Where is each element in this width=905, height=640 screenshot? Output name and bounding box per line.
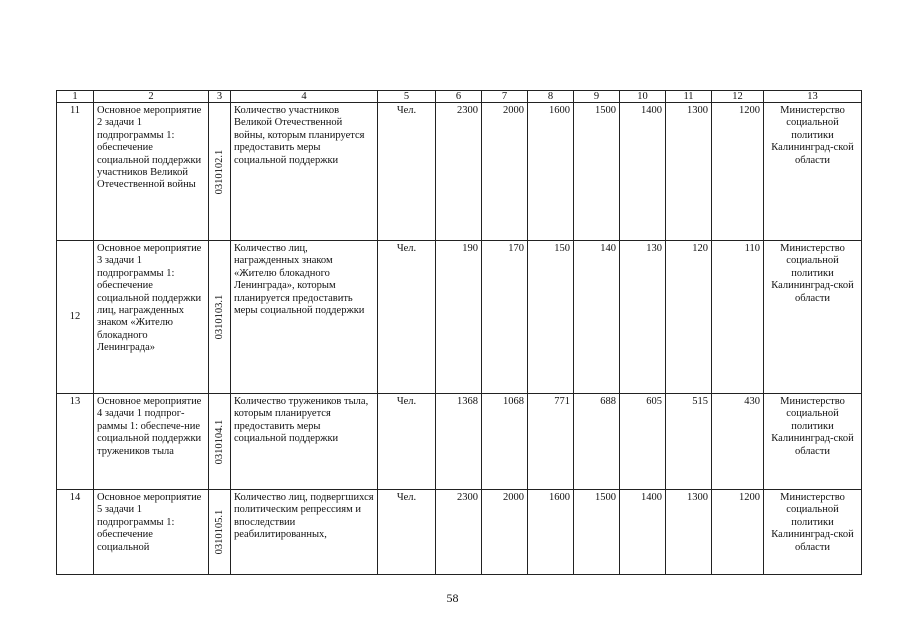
header-cell: 13 bbox=[764, 91, 862, 103]
unit-cell: Чел. bbox=[378, 490, 436, 575]
value-cell: 190 bbox=[436, 241, 482, 394]
responsible-cell: Министерство социальной политики Калининград-ской области bbox=[764, 394, 862, 490]
data-table bbox=[56, 90, 862, 575]
responsible-cell: Министерство социальной политики Калининград-ской области bbox=[764, 490, 862, 575]
row-number: 13 bbox=[57, 394, 94, 490]
unit-cell: Чел. bbox=[378, 394, 436, 490]
value-cell: 2300 bbox=[436, 490, 482, 575]
code-cell bbox=[209, 394, 231, 490]
header-cell: 12 bbox=[712, 91, 764, 103]
header-cell: 10 bbox=[620, 91, 666, 103]
header-cell: 4 bbox=[231, 91, 378, 103]
table-row bbox=[57, 394, 862, 490]
value-cell: 1300 bbox=[666, 103, 712, 241]
event-cell: Основное мероприятие 3 задачи 1 подпрограммы 1: обеспечение социальной поддержки лиц, награжденных знаком «Жителю блокадного Ленинграда» bbox=[94, 241, 209, 394]
table-row bbox=[57, 103, 862, 241]
value-cell: 688 bbox=[574, 394, 620, 490]
event-cell: Основное мероприятие 4 задачи 1 подпрог-раммы 1: обеспече-ние социальной поддержки тружеников тыла bbox=[94, 394, 209, 490]
value-cell: 140 bbox=[574, 241, 620, 394]
value-cell: 1600 bbox=[528, 490, 574, 575]
value-cell: 1600 bbox=[528, 103, 574, 241]
code-cell bbox=[209, 103, 231, 241]
value-cell: 1300 bbox=[666, 490, 712, 575]
header-cell: 8 bbox=[528, 91, 574, 103]
value-cell: 2000 bbox=[482, 103, 528, 241]
value-cell: 2000 bbox=[482, 490, 528, 575]
responsible-cell: Министерство социальной политики Калининград-ской области bbox=[764, 103, 862, 241]
header-cell: 7 bbox=[482, 91, 528, 103]
value-cell: 130 bbox=[620, 241, 666, 394]
code-text: 0310103.1 bbox=[213, 294, 225, 340]
header-cell: 1 bbox=[57, 91, 94, 103]
responsible-cell: Министерство социальной политики Калининград-ской области bbox=[764, 241, 862, 394]
header-cell: 9 bbox=[574, 91, 620, 103]
header-cell: 6 bbox=[436, 91, 482, 103]
value-cell: 1500 bbox=[574, 103, 620, 241]
value-cell: 170 bbox=[482, 241, 528, 394]
header-cell: 5 bbox=[378, 91, 436, 103]
code-text: 0310105.1 bbox=[213, 509, 225, 555]
indicator-cell: Количество лиц, подвергшихся политическим репрессиям и впоследствии реабилитированных, bbox=[231, 490, 378, 575]
header-cell: 3 bbox=[209, 91, 231, 103]
value-cell: 1200 bbox=[712, 490, 764, 575]
row-number: 11 bbox=[57, 103, 94, 241]
value-cell: 2300 bbox=[436, 103, 482, 241]
value-cell: 515 bbox=[666, 394, 712, 490]
code-text: 0310102.1 bbox=[213, 149, 225, 194]
indicator-cell: Количество лиц, награжденных знаком «Жителю блокадного Ленинграда», которым планируется предоставить меры социальной поддержки bbox=[231, 241, 378, 394]
header-row bbox=[57, 91, 862, 103]
row-number: 12 bbox=[57, 241, 94, 394]
indicator-cell: Количество участников Великой Отечественной войны, которым планируется предоставить меры социальной поддержки bbox=[231, 103, 378, 241]
page-number: 58 bbox=[446, 591, 459, 605]
value-cell: 110 bbox=[712, 241, 764, 394]
value-cell: 120 bbox=[666, 241, 712, 394]
event-cell: Основное мероприятие 2 задачи 1 подпрограммы 1: обеспечение социальной поддержки участников Великой Отечественной войны bbox=[94, 103, 209, 241]
code-cell bbox=[209, 490, 231, 575]
value-cell: 1068 bbox=[482, 394, 528, 490]
value-cell: 430 bbox=[712, 394, 764, 490]
value-cell: 771 bbox=[528, 394, 574, 490]
indicator-cell: Количество тружеников тыла, которым планируется предоставить меры социальной поддержки bbox=[231, 394, 378, 490]
unit-cell: Чел. bbox=[378, 241, 436, 394]
row-number: 14 bbox=[57, 490, 94, 575]
value-cell: 1400 bbox=[620, 490, 666, 575]
value-cell: 605 bbox=[620, 394, 666, 490]
value-cell: 1200 bbox=[712, 103, 764, 241]
event-cell: Основное мероприятие 5 задачи 1 подпрограммы 1: обеспечение социальной bbox=[94, 490, 209, 575]
value-cell: 1500 bbox=[574, 490, 620, 575]
value-cell: 150 bbox=[528, 241, 574, 394]
code-cell bbox=[209, 241, 231, 394]
unit-cell: Чел. bbox=[378, 103, 436, 241]
value-cell: 1400 bbox=[620, 103, 666, 241]
header-cell: 11 bbox=[666, 91, 712, 103]
value-cell: 1368 bbox=[436, 394, 482, 490]
code-text: 0310104.1 bbox=[213, 419, 225, 464]
table-row bbox=[57, 241, 862, 394]
header-cell: 2 bbox=[94, 91, 209, 103]
table-row bbox=[57, 490, 862, 575]
